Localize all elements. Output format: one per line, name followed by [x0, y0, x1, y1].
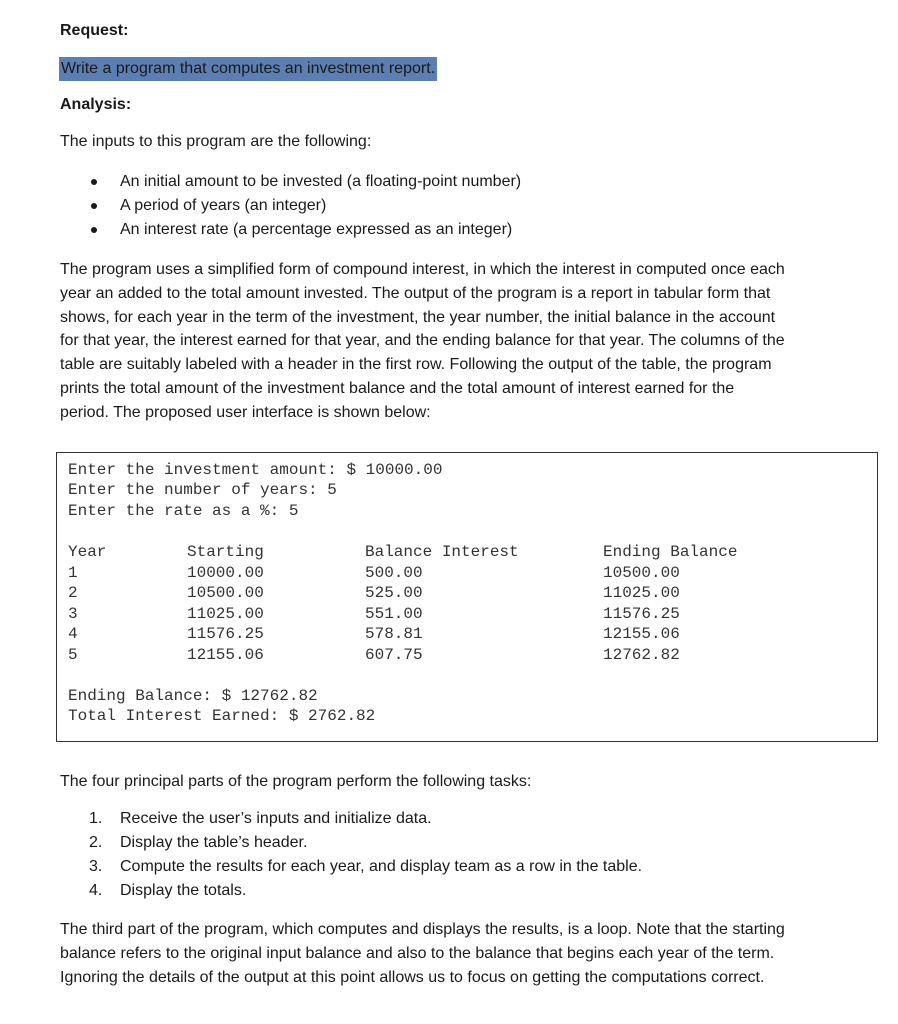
- paragraph-line: period. The proposed user interface is shown below:: [60, 403, 431, 421]
- paragraph-line: for that year, the interest earned for that year, and the ending balance for that year. The columns of the: [60, 332, 785, 350]
- cell-year: 2: [68, 584, 78, 602]
- request-heading: Request:: [60, 22, 129, 39]
- cell-year: 3: [68, 605, 78, 623]
- paragraph-line: table are suitably labeled with a header in the first row. Following the output of the table, the program: [60, 356, 772, 374]
- bullet-icon: [91, 179, 97, 185]
- cell-starting: 10500.00: [187, 584, 264, 602]
- bullet-icon: [91, 227, 97, 233]
- description-paragraph: [60, 258, 840, 425]
- col-header-interest: Balance Interest: [365, 543, 519, 561]
- list-item-number: 2.: [89, 834, 103, 851]
- closing-paragraph: [60, 918, 840, 989]
- paragraph-line: prints the total amount of the investment balance and the total amount of interest earned for the: [60, 379, 735, 397]
- cell-starting: 12155.06: [187, 646, 264, 664]
- console-output-box: [56, 452, 878, 742]
- analysis-heading: Analysis:: [60, 96, 132, 113]
- list-item-number: 4.: [89, 882, 103, 899]
- cell-ending: 10500.00: [603, 564, 680, 582]
- cell-year: 1: [68, 564, 78, 582]
- cell-starting: 11025.00: [187, 605, 264, 623]
- prompt-number-of-years: Enter the number of years: 5: [68, 481, 337, 499]
- paragraph-line: year an added to the total amount invested. The output of the program is a report in tabular form that: [60, 284, 771, 302]
- ending-balance-line: Ending Balance: $ 12762.82: [68, 687, 318, 705]
- list-item-number: 3.: [89, 858, 103, 875]
- cell-year: 4: [68, 625, 78, 643]
- cell-interest: 578.81: [365, 625, 423, 643]
- list-item: Compute the results for each year, and display team as a row in the table.: [120, 858, 643, 875]
- list-item: Display the table’s header.: [120, 834, 308, 851]
- paragraph-line: The third part of the program, which computes and displays the results, is a loop. Note that the starting: [60, 921, 785, 938]
- cell-year: 5: [68, 646, 78, 664]
- col-header-ending: Ending Balance: [603, 543, 738, 561]
- request-text-selected[interactable]: Write a program that computes an investment report.: [59, 57, 437, 81]
- col-header-starting: Starting: [187, 543, 264, 561]
- paragraph-line: Ignoring the details of the output at this point allows us to focus on getting the computations correct.: [60, 968, 765, 986]
- parts-intro: The four principal parts of the program perform the following tasks:: [60, 773, 532, 790]
- cell-interest: 500.00: [365, 564, 423, 582]
- cell-interest: 551.00: [365, 605, 423, 623]
- list-item-number: 1.: [89, 810, 103, 827]
- cell-ending: 12155.06: [603, 625, 680, 643]
- list-item: Receive the user’s inputs and initialize data.: [120, 810, 432, 827]
- list-item: Display the totals.: [120, 882, 247, 899]
- paragraph-line: shows, for each year in the term of the investment, the year number, the initial balance in the account: [60, 308, 776, 326]
- list-item: An interest rate (a percentage expressed as an integer): [120, 221, 513, 238]
- inputs-intro: The inputs to this program are the following:: [60, 133, 372, 150]
- cell-ending: 11025.00: [603, 584, 680, 602]
- cell-starting: 10000.00: [187, 564, 264, 582]
- cell-interest: 607.75: [365, 646, 423, 664]
- list-item: An initial amount to be invested (a floating-point number): [120, 173, 522, 190]
- prompt-investment-amount: Enter the investment amount: $ 10000.00: [68, 461, 443, 479]
- total-interest-line: Total Interest Earned: $ 2762.82: [68, 707, 376, 725]
- col-header-year: Year: [68, 543, 107, 561]
- cell-interest: 525.00: [365, 584, 423, 602]
- cell-starting: 11576.25: [187, 625, 264, 643]
- cell-ending: 12762.82: [603, 646, 680, 664]
- bullet-icon: [91, 203, 97, 209]
- cell-ending: 11576.25: [603, 605, 680, 623]
- prompt-rate: Enter the rate as a %: 5: [68, 502, 299, 520]
- paragraph-line: balance refers to the original input balance and also to the balance that begins each year of the term.: [60, 944, 775, 962]
- list-item: A period of years (an integer): [120, 197, 327, 214]
- paragraph-line: The program uses a simplified form of compound interest, in which the interest in computed once each: [60, 261, 785, 278]
